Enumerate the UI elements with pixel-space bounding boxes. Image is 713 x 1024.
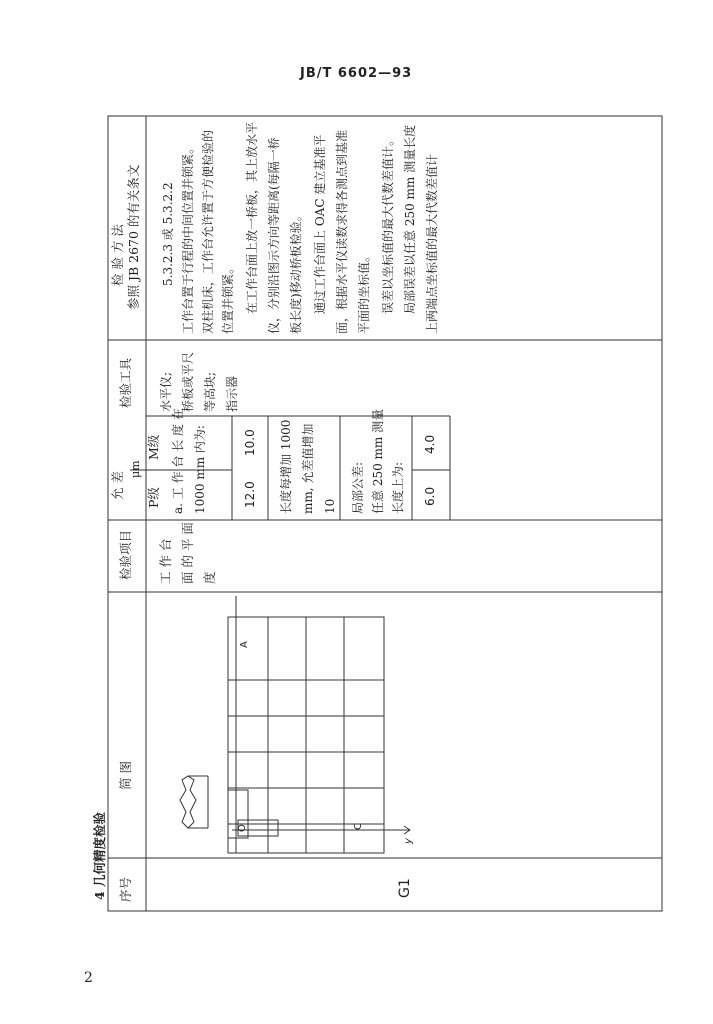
header-diagram: 简 图 <box>118 761 133 790</box>
section-title: 4 几何精度检验 <box>92 811 107 900</box>
method-line-6: 仪，分别沿图示方向等距离(每隔一桥 <box>267 137 281 334</box>
header-item: 检验项目 <box>118 529 133 580</box>
tool-line-4: 指示器 <box>225 375 239 412</box>
row-seq: G1 <box>397 878 413 898</box>
tol-a-line-1: a. 工 作 台 长 度 在 <box>171 408 185 514</box>
tol-local-line-2: 任意 250 mm 测量 <box>371 408 385 514</box>
item-line-3: 度 <box>202 571 217 584</box>
header-grade-p: P级 <box>146 487 161 508</box>
method-line-2: 工作台置于行程的中间位置并锁紧。 <box>181 141 195 334</box>
header-seq: 序号 <box>118 876 133 902</box>
tol-local-p: 6.0 <box>423 486 437 506</box>
tool-line-3: 等高块; <box>203 371 217 412</box>
tol-local-m: 4.0 <box>423 434 437 454</box>
tol-a-p: 12.0 <box>243 481 257 508</box>
header-tool: 检验工具 <box>118 357 133 408</box>
header-tolerance-unit: μm <box>129 460 142 478</box>
tol-local-line-3: 长度上为: <box>391 461 405 514</box>
tol-b-line-2: mm, 允差值增加 <box>301 423 315 514</box>
diagram-label-c: C <box>353 823 364 830</box>
method-line-13: 上两端点坐标值的最大代数差值计 <box>425 153 439 334</box>
item-line-1: 工 作 台 <box>158 538 173 584</box>
tool-line-1: 水平仪; <box>159 371 173 412</box>
method-line-4: 位置并锁紧。 <box>221 261 235 334</box>
header-method: 检 验 方 法 <box>110 224 125 286</box>
tol-a-m: 10.0 <box>243 429 257 456</box>
tol-local-line-1: 局部公差: <box>351 461 365 514</box>
page-number: 2 <box>84 970 93 986</box>
standard-number: JB/T 6602—93 <box>300 66 413 81</box>
header-method-ref: 参照 JB 2670 的有关条文 <box>126 164 141 310</box>
method-line-12: 局部误差以任意 250 mm 测量长度 <box>403 124 417 314</box>
diagram-label-o: O <box>237 824 248 832</box>
method-line-8: 通过工作台面上 OAC 建立基准平 <box>313 134 327 314</box>
method-line-7: 板长度)移动桥板检验。 <box>289 209 303 334</box>
header-grade-m: M级 <box>146 434 161 460</box>
header-tolerance: 允 差 <box>110 471 125 500</box>
diagram-label-y: y <box>403 838 414 844</box>
method-line-11: 误差以坐标值的最大代数差值计。 <box>381 133 395 314</box>
tool-line-2: 桥板或平尺 <box>181 351 195 412</box>
tol-b-line-3: 10 <box>323 498 337 514</box>
method-line-9: 面，根据水平仪读数求得各测点到基准 <box>335 129 349 334</box>
tol-a-line-2: 1000 mm 内为: <box>193 425 207 514</box>
method-line-10: 平面的坐标值。 <box>357 249 371 334</box>
method-line-1: 5.3.2.3 或 5.3.2.2 <box>161 182 175 286</box>
method-line-3: 双柱机床，工作台允许置于方便检验的 <box>201 129 215 334</box>
tol-b-line-1: 长度每增加 1000 <box>279 419 293 514</box>
item-line-2: 面 的 平 面 <box>180 522 195 584</box>
diagram-label-a: A <box>239 641 250 648</box>
method-line-5: 在工作台面上放一桥板，其上放水平 <box>245 121 259 314</box>
flatness-grid-diagram <box>180 596 410 853</box>
